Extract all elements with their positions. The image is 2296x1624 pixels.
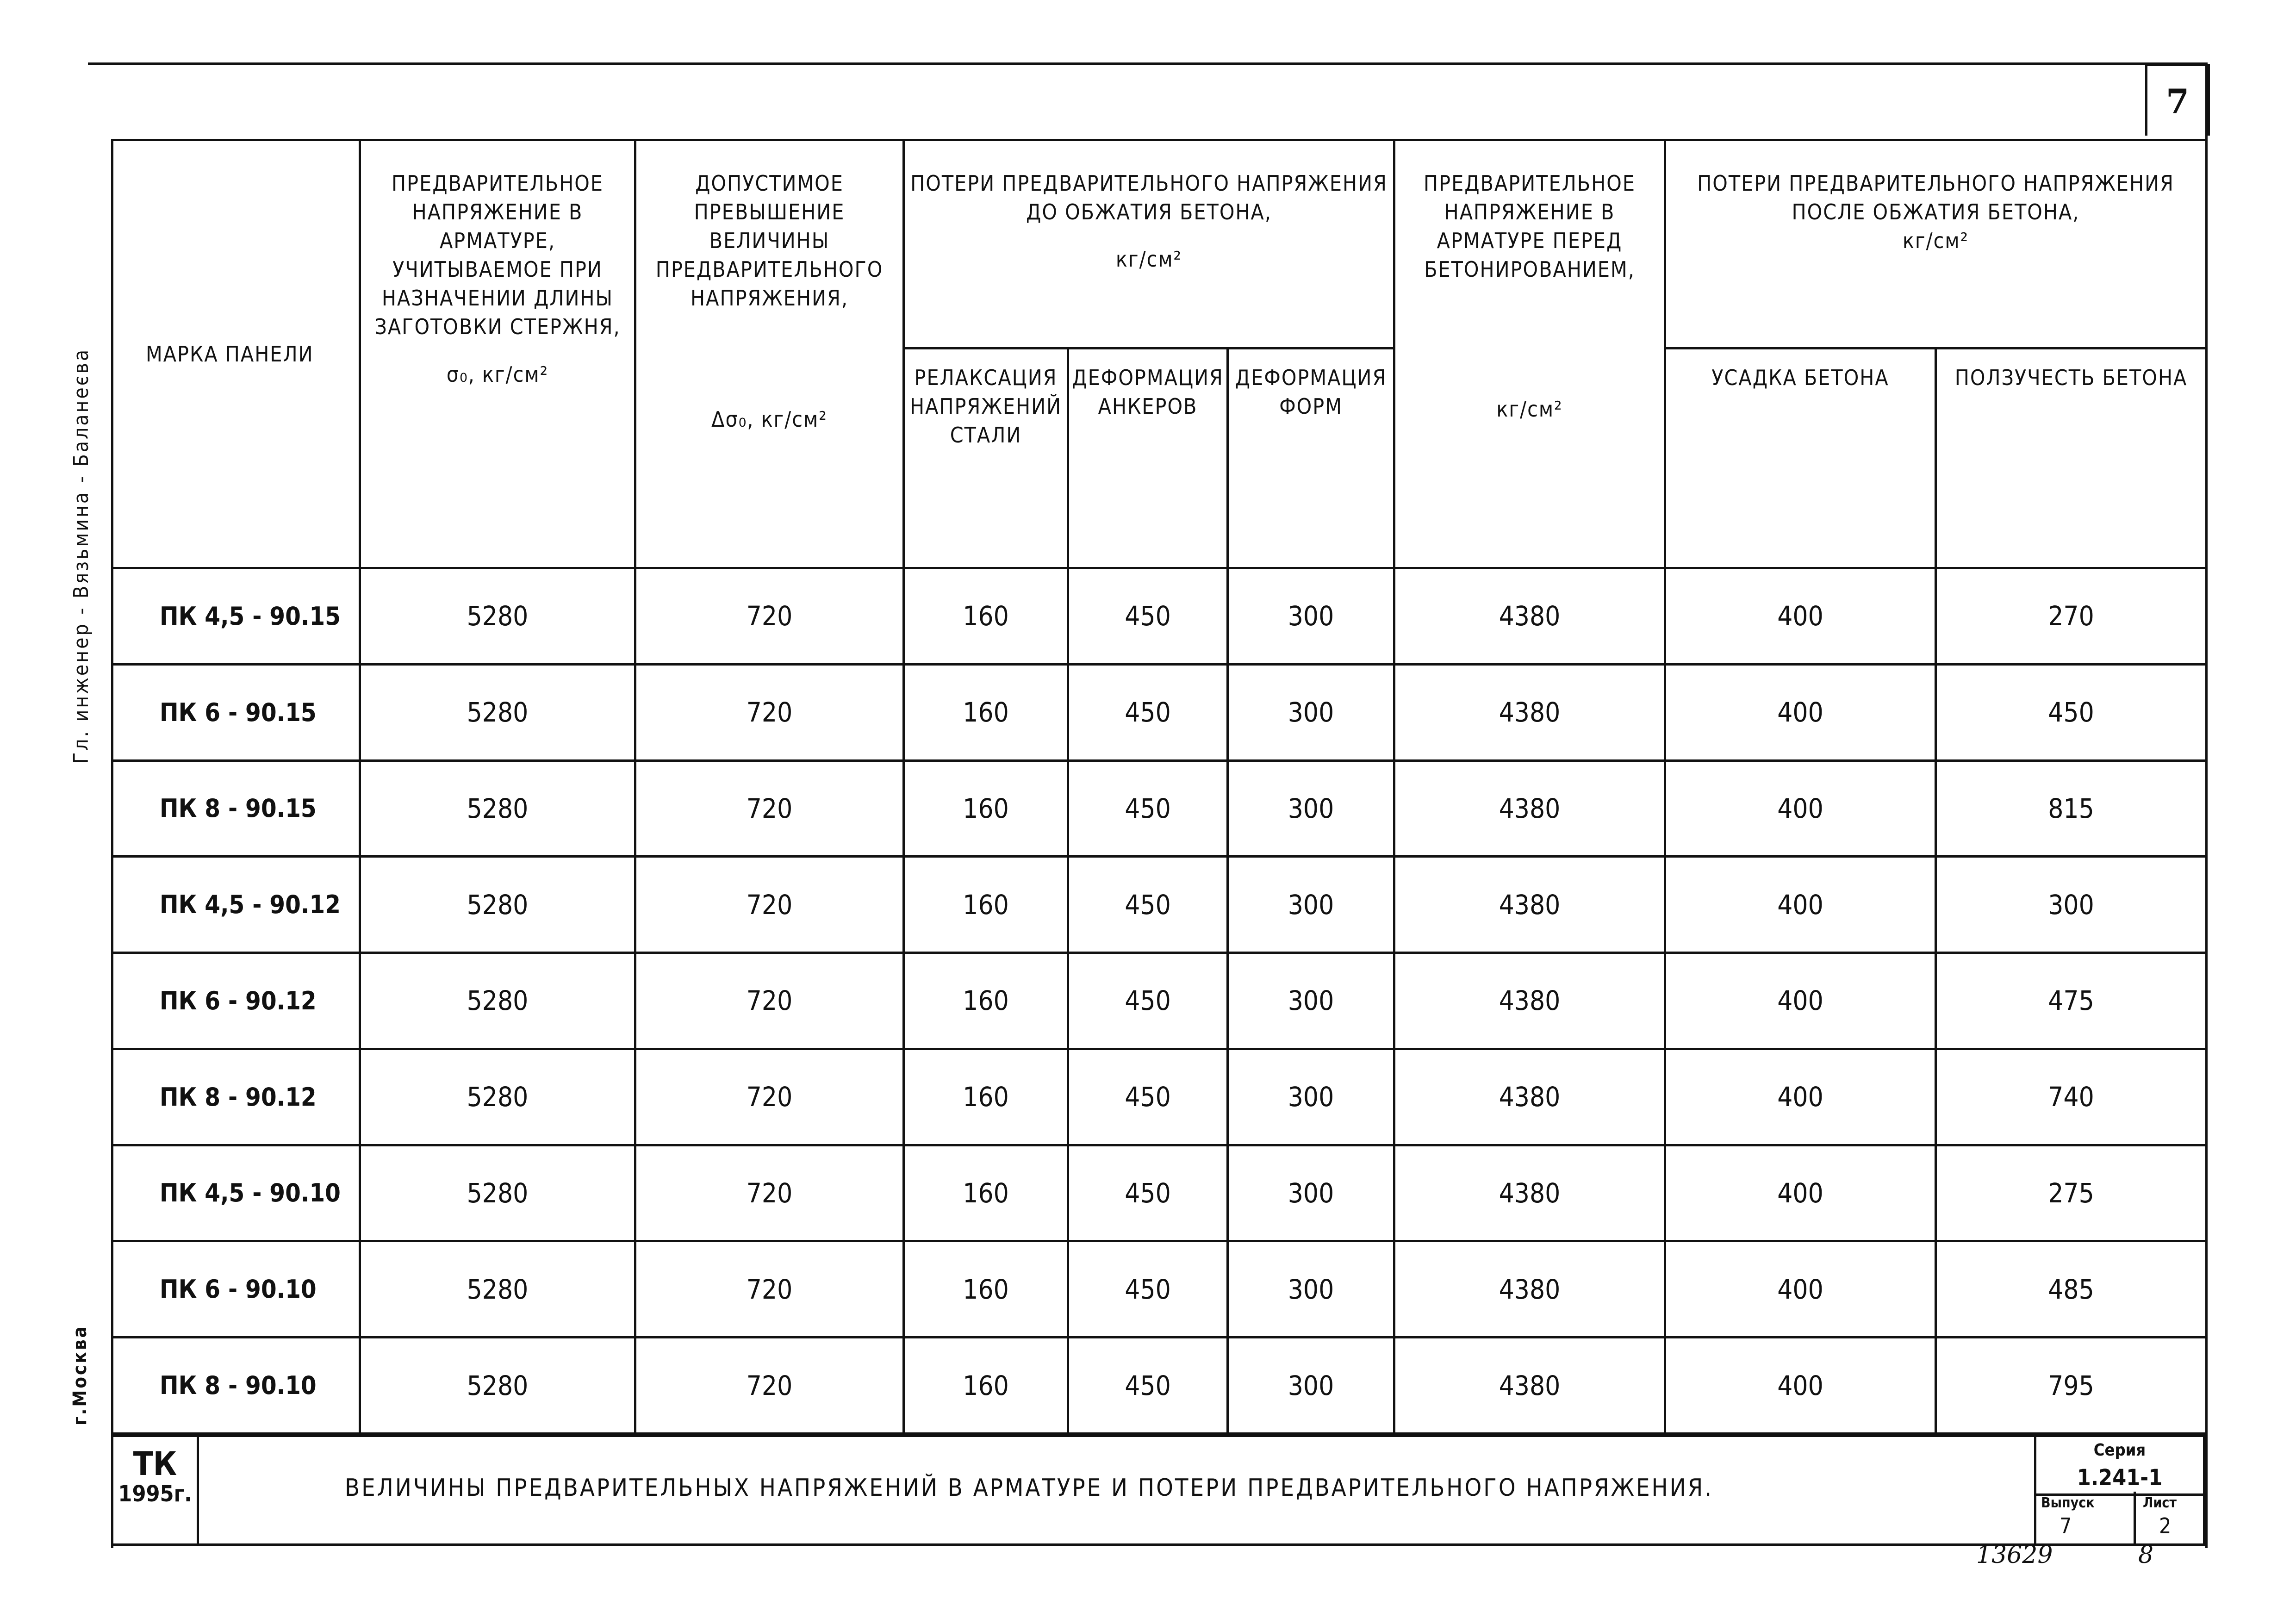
cell-excess: 720 (635, 760, 904, 857)
cell-creep: 300 (1936, 857, 2207, 953)
tk-year: 1995г. (118, 1481, 192, 1507)
cell-relaxation: 160 (904, 1049, 1068, 1145)
cell-creep: 275 (1936, 1145, 2207, 1241)
cell-anchor: 450 (1068, 760, 1228, 857)
cell-creep: 795 (1936, 1338, 2207, 1434)
cell-before-concreting: 4380 (1394, 1145, 1665, 1241)
cell-anchor: 450 (1068, 953, 1228, 1049)
header-before-concreting: ПРЕДВАРИТЕЛЬНОЕ НАПРЯЖЕНИЕ В АРМАТУРЕ ПЕРЕД БЕТОНИРОВАНИЕМ, кг/см² (1394, 140, 1665, 568)
cell-forms: 300 (1228, 568, 1394, 665)
cell-creep: 740 (1936, 1049, 2207, 1145)
header-form-deformation: ДЕФОРМАЦИЯ ФОРМ (1228, 348, 1394, 568)
series-value: 1.241-1 (2036, 1465, 2203, 1496)
margin-signatures: Гл. инженер - Вязьмина - Баланеєва (69, 348, 93, 764)
cell-anchor: 450 (1068, 1241, 1228, 1338)
header-losses-after-unit: кг/см² (1902, 228, 1969, 254)
cell-before-concreting: 4380 (1394, 953, 1665, 1049)
header-mark: МАРКА ПАНЕЛИ (112, 140, 360, 568)
sheet-value: 2 (2159, 1513, 2172, 1538)
header-losses-before: ПОТЕРИ ПРЕДВАРИТЕЛЬНОГО НАПРЯЖЕНИЯ ДО ОБЖАТИЯ БЕТОНА, кг/см² (904, 140, 1394, 348)
cell-excess: 720 (635, 568, 904, 665)
cell-forms: 300 (1228, 664, 1394, 760)
cell-anchor: 450 (1068, 1049, 1228, 1145)
table-row (112, 1241, 2207, 1338)
cell-mark: ПК 4,5 - 90.12 (112, 857, 360, 953)
cell-before-concreting: 4380 (1394, 1338, 1665, 1434)
header-losses-before-unit: кг/см² (1115, 247, 1182, 272)
cell-shrinkage: 400 (1665, 1049, 1936, 1145)
cell-before-concreting: 4380 (1394, 760, 1665, 857)
cell-creep: 270 (1936, 568, 2207, 665)
cell-prestress: 5280 (360, 760, 635, 857)
cell-excess: 720 (635, 1145, 904, 1241)
table-row (112, 857, 2207, 953)
cell-shrinkage: 400 (1665, 568, 1936, 665)
table-row (112, 1145, 2207, 1241)
cell-relaxation: 160 (904, 857, 1068, 953)
cell-shrinkage: 400 (1665, 664, 1936, 760)
cell-before-concreting: 4380 (1394, 857, 1665, 953)
cell-mark: ПК 6 - 90.15 (112, 664, 360, 760)
cell-shrinkage: 400 (1665, 953, 1936, 1049)
header-prestress-unit: σ₀, кг/см² (446, 361, 549, 387)
cell-before-concreting: 4380 (1394, 1049, 1665, 1145)
cell-relaxation: 160 (904, 1338, 1068, 1434)
cell-prestress: 5280 (360, 568, 635, 665)
page-number: 7 (2145, 64, 2210, 136)
cell-anchor: 450 (1068, 857, 1228, 953)
cell-mark: ПК 4,5 - 90.15 (112, 568, 360, 665)
cell-shrinkage: 400 (1665, 1145, 1936, 1241)
cell-creep: 485 (1936, 1241, 2207, 1338)
inventory-number: 13629 (1976, 1541, 2053, 1569)
cell-shrinkage: 400 (1665, 1241, 1936, 1338)
cell-forms: 300 (1228, 1145, 1394, 1241)
cell-forms: 300 (1228, 953, 1394, 1049)
cell-excess: 720 (635, 857, 904, 953)
header-prestress: ПРЕДВАРИТЕЛЬНОЕ НАПРЯЖЕНИЕ В АРМАТУРЕ, УЧИТЫВАЕМОЕ ПРИ НАЗНАЧЕНИИ ДЛИНЫ ЗАГОТОВКИ СТЕРЖНЯ, σ₀, кг/см² (360, 140, 635, 568)
table-row (112, 664, 2207, 760)
table-row (112, 1049, 2207, 1145)
cell-prestress: 5280 (360, 1145, 635, 1241)
cell-excess: 720 (635, 1338, 904, 1434)
cell-forms: 300 (1228, 760, 1394, 857)
cell-anchor: 450 (1068, 664, 1228, 760)
cell-excess: 720 (635, 953, 904, 1049)
cell-forms: 300 (1228, 1241, 1394, 1338)
header-before-concreting-unit: кг/см² (1496, 397, 1563, 422)
header-anchor-deformation: ДЕФОРМАЦИЯ АНКЕРОВ (1068, 348, 1228, 568)
cell-relaxation: 160 (904, 1241, 1068, 1338)
cell-anchor: 450 (1068, 1145, 1228, 1241)
series-label: Серия (2093, 1441, 2146, 1460)
header-creep: ПОЛЗУЧЕСТЬ БЕТОНА (1936, 348, 2207, 568)
table-row (112, 953, 2207, 1049)
table-row (112, 760, 2207, 857)
header-losses-after: ПОТЕРИ ПРЕДВАРИТЕЛЬНОГО НАПРЯЖЕНИЯ ПОСЛЕ ОБЖАТИЯ БЕТОНА, кг/см² (1665, 140, 2207, 348)
cell-mark: ПК 8 - 90.12 (112, 1049, 360, 1145)
cell-mark: ПК 4,5 - 90.10 (112, 1145, 360, 1241)
issue-label: Выпуск (2041, 1495, 2095, 1511)
table-row (112, 1338, 2207, 1434)
sheet-label: Лист (2143, 1495, 2177, 1511)
header-shrinkage: УСАДКА БЕТОНА (1665, 348, 1936, 568)
cell-prestress: 5280 (360, 1241, 635, 1338)
issue-value: 7 (2060, 1513, 2072, 1538)
cell-excess: 720 (635, 1241, 904, 1338)
cell-mark: ПК 8 - 90.15 (112, 760, 360, 857)
cell-forms: 300 (1228, 1049, 1394, 1145)
cell-anchor: 450 (1068, 568, 1228, 665)
cell-relaxation: 160 (904, 664, 1068, 760)
cell-prestress: 5280 (360, 664, 635, 760)
cell-prestress: 5280 (360, 857, 635, 953)
cell-forms: 300 (1228, 1338, 1394, 1434)
header-allowed-excess-unit: Δσ₀, кг/см² (711, 407, 828, 432)
cell-shrinkage: 400 (1665, 760, 1936, 857)
cell-prestress: 5280 (360, 953, 635, 1049)
cell-prestress: 5280 (360, 1049, 635, 1145)
cell-mark: ПК 6 - 90.12 (112, 953, 360, 1049)
prestress-table (111, 139, 2208, 1435)
cell-creep: 450 (1936, 664, 2207, 760)
cell-before-concreting: 4380 (1394, 664, 1665, 760)
footer-page-number: 8 (2138, 1541, 2154, 1569)
cell-mark: ПК 6 - 90.10 (112, 1241, 360, 1338)
title-block (111, 1435, 2205, 1546)
cell-relaxation: 160 (904, 568, 1068, 665)
cell-prestress: 5280 (360, 1338, 635, 1434)
cell-shrinkage: 400 (1665, 1338, 1936, 1434)
margin-city: г.Москва (69, 1325, 91, 1425)
sheet-caption: ВЕЛИЧИНЫ ПРЕДВАРИТЕЛЬНЫХ НАПРЯЖЕНИЙ В АРМАТУРЕ И ПОТЕРИ ПРЕДВАРИТЕЛЬНОГО НАПРЯЖЕНИЯ. (345, 1474, 1714, 1502)
header-relaxation: РЕЛАКСАЦИЯ НАПРЯЖЕНИЙ СТАЛИ (904, 348, 1068, 568)
tk-stamp (113, 1437, 199, 1543)
cell-before-concreting: 4380 (1394, 568, 1665, 665)
cell-relaxation: 160 (904, 1145, 1068, 1241)
header-allowed-excess: ДОПУСТИМОЕ ПРЕВЫШЕНИЕ ВЕЛИЧИНЫ ПРЕДВАРИТЕЛЬНОГО НАПРЯЖЕНИЯ, Δσ₀, кг/см² (635, 140, 904, 568)
stamp-divider (2134, 1492, 2136, 1543)
table-row (112, 568, 2207, 665)
cell-mark: ПК 8 - 90.10 (112, 1338, 360, 1434)
top-frame-line (88, 62, 2205, 65)
cell-anchor: 450 (1068, 1338, 1228, 1434)
cell-before-concreting: 4380 (1394, 1241, 1665, 1338)
cell-excess: 720 (635, 664, 904, 760)
cell-relaxation: 160 (904, 953, 1068, 1049)
series-stamp (2034, 1437, 2203, 1543)
cell-forms: 300 (1228, 857, 1394, 953)
cell-relaxation: 160 (904, 760, 1068, 857)
cell-excess: 720 (635, 1049, 904, 1145)
tk-code: ТК (133, 1445, 177, 1483)
cell-creep: 815 (1936, 760, 2207, 857)
cell-creep: 475 (1936, 953, 2207, 1049)
cell-shrinkage: 400 (1665, 857, 1936, 953)
